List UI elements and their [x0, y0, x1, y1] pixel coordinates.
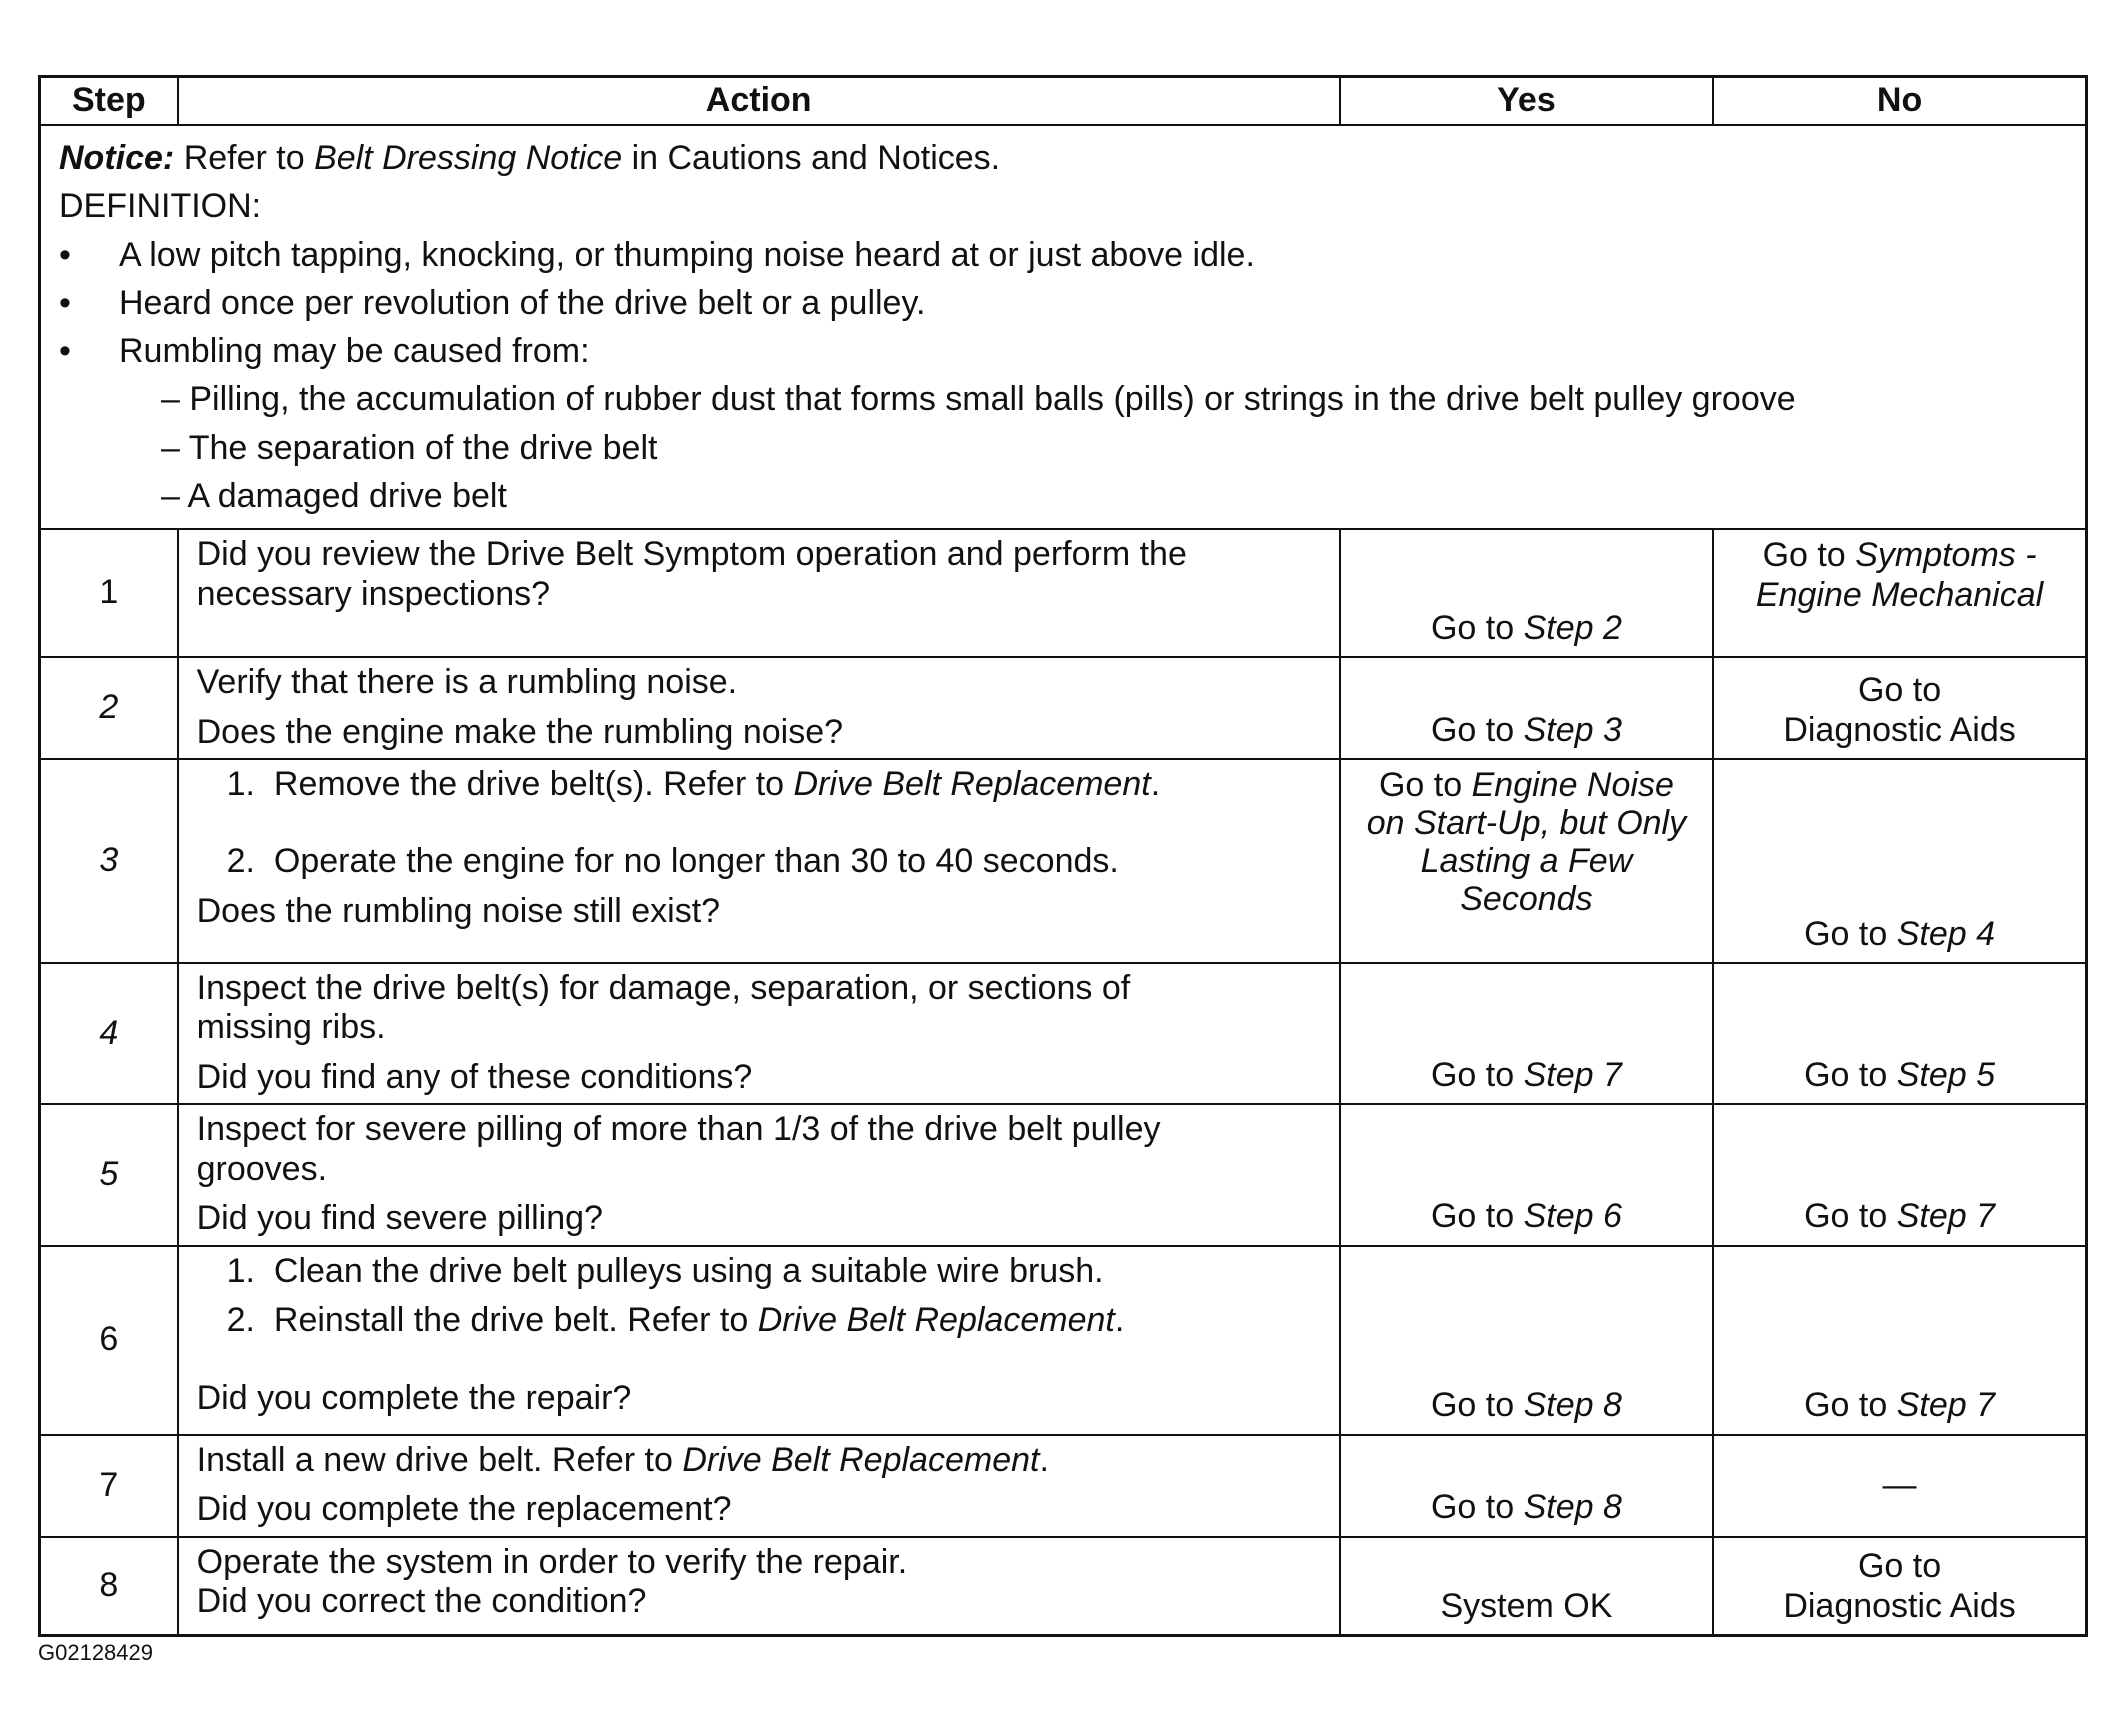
step-number: 6: [40, 1246, 178, 1435]
header-no: No: [1713, 77, 2086, 126]
yes-step-link[interactable]: Step 8: [1523, 1488, 1622, 1527]
definition-sub-bullet: – Pilling, the accumulation of rubber dust that forms small balls (pills) or strings in the drive belt pulley groove: [161, 380, 1796, 419]
no-cell[interactable]: [1713, 657, 2086, 759]
action-text: Install a new drive belt. Refer to Drive Belt Replacement.: [196, 1440, 1049, 1479]
step-number: 2: [40, 657, 178, 759]
no-cell[interactable]: [1713, 1246, 2086, 1435]
action-question: Did you correct the condition?: [196, 1581, 647, 1620]
no-text[interactable]: Go to Diagnostic Aids: [1783, 671, 2016, 749]
no-prefix: Go to: [1804, 1197, 1888, 1236]
yes-step-link[interactable]: Step 2: [1523, 608, 1622, 647]
diagnostic-table: [38, 75, 2088, 1637]
yes-prefix: Go to: [1430, 710, 1515, 749]
no-text[interactable]: Go to Diagnostic Aids: [1783, 1547, 2016, 1625]
action-question: Did you complete the repair?: [196, 1378, 632, 1417]
definition-sub-bullet: – The separation of the drive belt: [161, 428, 658, 467]
no-step-link[interactable]: Step 4: [1896, 914, 1996, 953]
definition-bullet: • Heard once per revolution of the drive belt or a pulley.: [59, 279, 2073, 327]
yes-cell[interactable]: [1340, 529, 1713, 657]
notice-row: [40, 125, 2087, 529]
no-cell[interactable]: [1713, 1537, 2086, 1636]
definition-label: DEFINITION:: [59, 187, 262, 226]
yes-cell[interactable]: [1340, 1104, 1713, 1245]
action-question: Did you find any of these conditions?: [196, 1057, 753, 1096]
yes-prefix: Go to: [1378, 766, 1463, 804]
yes-prefix: Go to: [1430, 608, 1515, 647]
step-row: [40, 1537, 2087, 1636]
step-number: 3: [40, 759, 178, 963]
action-question: Did you review the Drive Belt Symptom operation and perform the necessary inspections?: [196, 535, 1187, 613]
figure-id: G02128429: [38, 1640, 153, 1665]
action-cell: [178, 759, 1340, 963]
action-ref-link[interactable]: Drive Belt Replacement: [682, 1440, 1040, 1479]
yes-prefix: Go to: [1430, 1488, 1515, 1527]
yes-step-link[interactable]: Step 6: [1523, 1197, 1622, 1236]
definition-bullet: • A low pitch tapping, knocking, or thumping noise heard at or just above idle.: [59, 231, 2073, 279]
yes-step-link[interactable]: Step 3: [1523, 710, 1622, 749]
step-number: 7: [40, 1435, 178, 1537]
yes-cell[interactable]: [1340, 1435, 1713, 1537]
action-item: 1. Remove the drive belt(s). Refer to Drive Belt Replacement.: [226, 765, 1161, 803]
step-row: [40, 1435, 2087, 1537]
action-ref-link[interactable]: Drive Belt Replacement: [793, 765, 1151, 803]
notice-text-pre: Refer to: [183, 139, 305, 177]
header-step: Step: [40, 77, 178, 126]
step-row: [40, 1104, 2087, 1245]
header-yes: Yes: [1340, 77, 1713, 126]
no-step-link[interactable]: Step 5: [1896, 1055, 1996, 1094]
notice-text-post: in Cautions and Notices.: [631, 139, 1001, 177]
yes-cell[interactable]: [1340, 657, 1713, 759]
action-item: 1. Clean the drive belt pulleys using a suitable wire brush.: [226, 1251, 1104, 1290]
action-cell: [178, 529, 1340, 657]
no-dash: —: [1882, 1465, 1917, 1504]
notice-cell: [40, 125, 2087, 529]
action-cell: [178, 657, 1340, 759]
yes-prefix: Go to: [1430, 1197, 1515, 1236]
yes-cell[interactable]: [1340, 1246, 1713, 1435]
notice-line: [59, 134, 2073, 182]
yes-cell[interactable]: [1340, 759, 1713, 963]
action-cell: [178, 1435, 1340, 1537]
no-cell[interactable]: [1713, 759, 2086, 963]
no-step-link[interactable]: Step 7: [1896, 1386, 1996, 1425]
no-cell[interactable]: [1713, 1104, 2086, 1245]
action-question: Did you find severe pilling?: [196, 1199, 603, 1238]
action-cell: [178, 1246, 1340, 1435]
step-number: 8: [40, 1537, 178, 1636]
yes-step-link[interactable]: Step 8: [1523, 1386, 1622, 1425]
no-prefix: Go to: [1804, 914, 1888, 953]
action-item: 2. Operate the engine for no longer than 30 to 40 seconds.: [226, 842, 1119, 881]
yes-prefix: Go to: [1430, 1055, 1515, 1094]
action-cell: [178, 963, 1340, 1104]
yes-cell[interactable]: [1340, 963, 1713, 1104]
header-row: [40, 77, 2087, 126]
no-prefix: Go to: [1762, 536, 1846, 575]
no-ref-link[interactable]: Symptoms - Engine Mechanical: [1755, 536, 2044, 614]
action-item: 2. Reinstall the drive belt. Refer to Drive Belt Replacement.: [226, 1301, 1125, 1340]
action-cell: [178, 1104, 1340, 1245]
yes-cell: [1340, 1537, 1713, 1636]
definition-bullet: • Rumbling may be caused from:: [59, 327, 2073, 375]
step-row: [40, 1246, 2087, 1435]
action-text: Verify that there is a rumbling noise.: [196, 663, 738, 702]
action-question: Does the rumbling noise still exist?: [196, 891, 721, 930]
no-cell: [1713, 1435, 2086, 1537]
step-row: [40, 759, 2087, 963]
step-row: [40, 963, 2087, 1104]
no-step-link[interactable]: Step 7: [1896, 1197, 1996, 1236]
action-text: Inspect for severe pilling of more than 1/3 of the drive belt pulley grooves.: [196, 1110, 1161, 1188]
step-number: 4: [40, 963, 178, 1104]
action-question: Did you complete the replacement?: [196, 1490, 732, 1529]
step-number: 1: [40, 529, 178, 657]
no-prefix: Go to: [1804, 1386, 1888, 1425]
notice-label: Notice:: [59, 139, 175, 177]
header-action: Action: [178, 77, 1340, 126]
no-prefix: Go to: [1804, 1055, 1888, 1094]
no-cell[interactable]: [1713, 529, 2086, 657]
action-text: Inspect the drive belt(s) for damage, separation, or sections of missing ribs.: [196, 969, 1131, 1047]
notice-link: Belt Dressing Notice: [314, 139, 623, 177]
action-ref-link[interactable]: Drive Belt Replacement: [757, 1301, 1115, 1340]
no-cell[interactable]: [1713, 963, 2086, 1104]
yes-ref-link[interactable]: Engine Noise on Start-Up, but Only Lasting a Few Seconds: [1366, 766, 1687, 919]
yes-prefix: Go to: [1430, 1386, 1515, 1425]
action-cell: [178, 1537, 1340, 1636]
yes-step-link[interactable]: Step 7: [1523, 1055, 1622, 1094]
action-text: Operate the system in order to verify the repair.: [196, 1542, 908, 1581]
definition-sub-bullet: – A damaged drive belt: [161, 476, 507, 515]
step-number: 5: [40, 1104, 178, 1245]
action-question: Does the engine make the rumbling noise?: [196, 712, 844, 751]
yes-text: System OK: [1440, 1586, 1613, 1625]
step-row: [40, 529, 2087, 657]
step-row: [40, 657, 2087, 759]
